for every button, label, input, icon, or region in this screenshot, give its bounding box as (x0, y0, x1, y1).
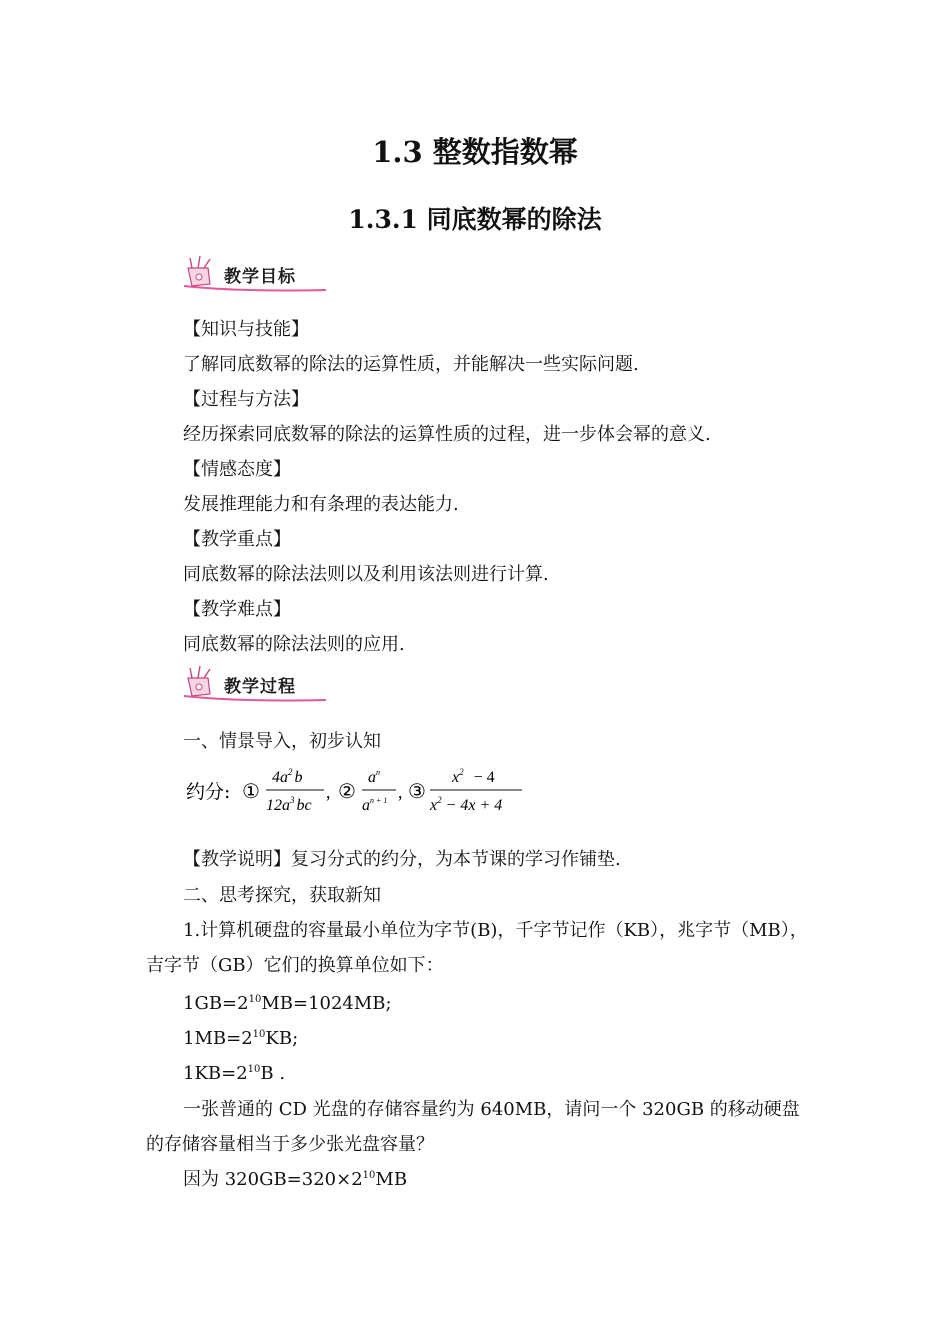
method-text: 经历探索同底数幂的除法的运算性质的过程，进一步体会幂的意义. (183, 424, 711, 445)
formula-prefix: 约分: (186, 781, 231, 803)
page-title: 1.3 整数指数幂 (372, 135, 578, 169)
separator: , (398, 782, 403, 802)
key-point-text: 同底数幂的除法法则以及利用该法则进行计算. (183, 564, 549, 585)
f2-denominator: $a^{n + 1}$ (362, 796, 388, 814)
knowledge-text: 了解同底数幂的除法的运算性质，并能解决一些实际问题. (183, 354, 639, 375)
method-heading: 【过程与方法】 (183, 389, 309, 410)
paragraph-line: 的存储容量相当于多少张光盘容量？ (146, 1134, 434, 1155)
teaching-note: 【教学说明】复习分式的约分，为本节课的学习作铺垫. (183, 849, 621, 870)
paragraph-line: 吉字节（GB）它们的换算单位如下： (146, 955, 444, 976)
emotion-text: 发展推理能力和有条理的表达能力. (183, 494, 459, 515)
equation-gb: $1GB=2^{10}MB=1024MB$; (183, 993, 392, 1014)
badge-label: 教学过程 (224, 677, 296, 697)
paragraph-storage-units (146, 913, 816, 983)
f3-denominator: $x^2 - 4x + 4$ (430, 795, 503, 814)
paragraph-line: 一张普通的 CD 光盘的存储容量约为 640MB，请问一个 320GB 的移动硬盘 (183, 1099, 800, 1120)
circled-number-2: ② (338, 781, 356, 803)
section-badge-goals (180, 256, 330, 296)
key-point-heading: 【教学重点】 (183, 529, 291, 550)
fraction-exercise (186, 764, 546, 820)
paragraph-cd-question (146, 1092, 816, 1162)
f1-numerator: $4a^2$ b (272, 767, 303, 786)
separator: , (326, 782, 331, 802)
equation-320gb: 因为 $320GB=320\times 2^{10}MB$ (183, 1169, 408, 1190)
circled-number-3: ③ (408, 781, 426, 803)
equation-kb: $1KB=2^{10}B$ . (183, 1063, 286, 1084)
emotion-heading: 【情感态度】 (183, 459, 291, 480)
difficulty-heading: 【教学难点】 (183, 599, 291, 620)
badge-label: 教学目标 (224, 267, 296, 287)
paragraph-line: 1.计算机硬盘的容量最小单位为字节(B)，千字节记作（KB），兆字节（MB）， (183, 920, 808, 941)
f3-numerator: $x^2 - 4$ (452, 767, 495, 786)
section-heading-intro: 一、情景导入，初步认知 (183, 731, 381, 752)
section-badge-process (180, 666, 330, 706)
section-heading-explore: 二、思考探究，获取新知 (183, 885, 381, 906)
equation-mb: $1MB=2^{10}KB$; (183, 1028, 299, 1049)
circled-number-1: ① (242, 781, 260, 803)
f2-numerator: $a^n$ (368, 768, 380, 786)
knowledge-heading: 【知识与技能】 (183, 319, 309, 340)
difficulty-text: 同底数幂的除法法则的应用. (183, 634, 405, 655)
page-subtitle: 1.3.1 同底数幂的除法 (348, 205, 602, 234)
f1-denominator: $12a^3$ bc (266, 795, 312, 814)
